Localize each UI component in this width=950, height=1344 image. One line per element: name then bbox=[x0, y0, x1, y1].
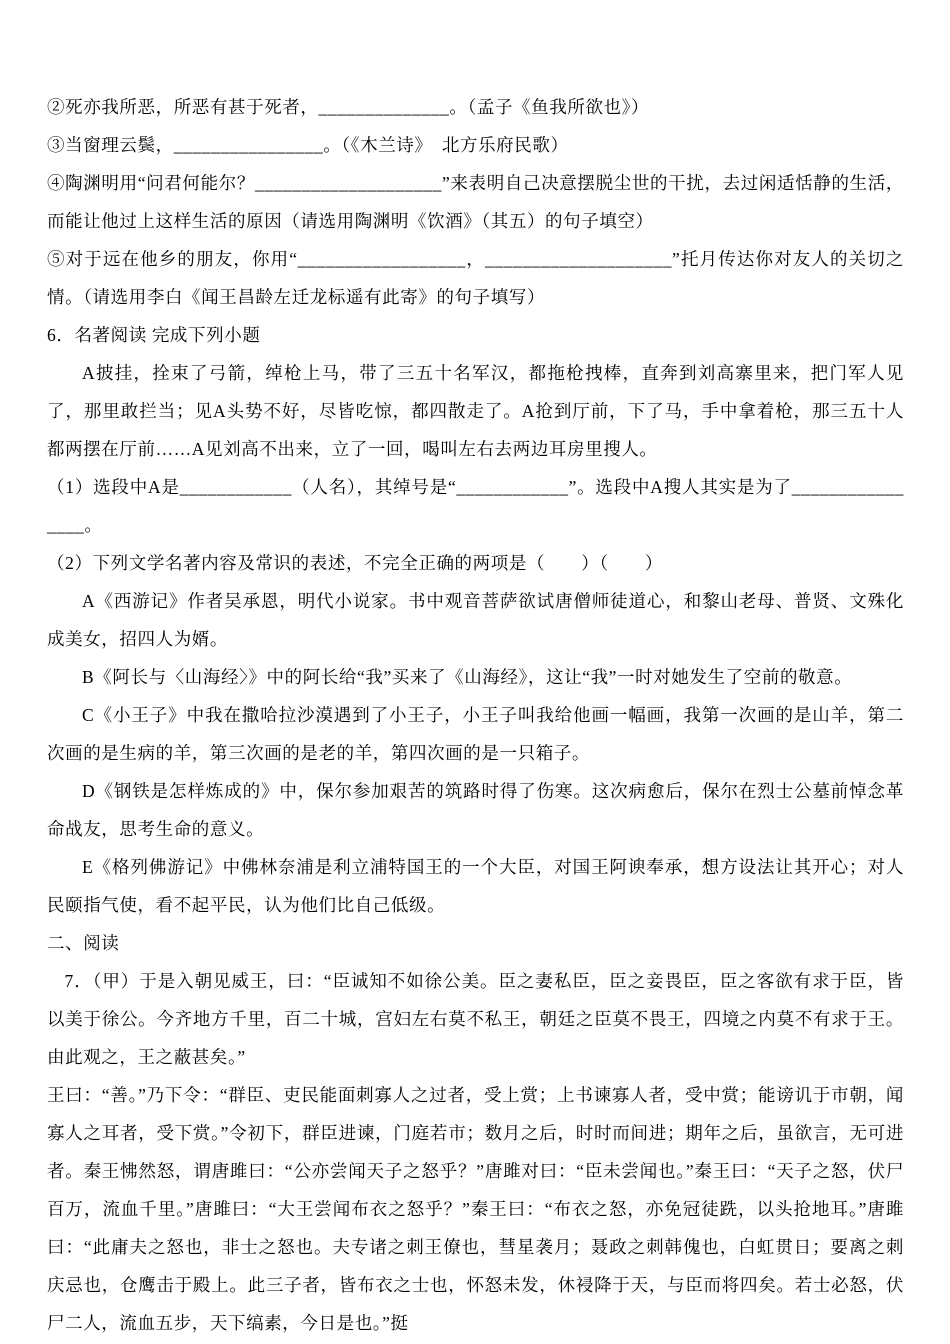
section-6-heading: 6．名著阅读 完成下列小题 bbox=[47, 325, 261, 345]
option-c: C《小王子》中我在撒哈拉沙漠遇到了小王子，小王子叫我给他画一幅画，我第一次画的是山羊，第二次画的是生病的羊，第三次画的是老的羊，第四次画的是一只箱子。 bbox=[47, 705, 904, 763]
option-d: D《钢铁是怎样炼成的》中，保尔参加艰苦的筑路时得了伤寒。这次病愈后，保尔在烈士公墓前悼念革命战友，思考生命的意义。 bbox=[47, 781, 904, 839]
fill-blank-question-4: ④陶渊明用“问君何能尔？____________________”来表明自己决意摆脱尘世的干扰，去过闲适恬静的生活，而能让他过上这样生活的原因（请选用陶渊明《饮酒》（其五）的句子填空） bbox=[47, 173, 904, 231]
fill-blank-question-2: ②死亦我所恶，所恶有甚于死者，______________。（孟子《鱼我所欲也》） bbox=[47, 97, 650, 117]
option-b: B《阿长与〈山海经〉》中的阿长给“我”买来了《山海经》，这让“我”一时对她发生了空前的敬意。 bbox=[82, 667, 853, 687]
section-2-reading-heading: 二、阅读 bbox=[47, 933, 120, 953]
question-6-2: （2）下列文学名著内容及常识的表述，不完全正确的两项是（ ）（ ） bbox=[47, 553, 663, 573]
classical-passage-continued: 王曰：“善。”乃下令：“群臣、吏民能面刺寡人之过者，受上赏；上书谏寡人者，受中赏；能谤讥于市朝，闻寡人之耳者，受下赏。”令初下，群臣进谏，门庭若市；数月之后，时时而间进；期年之后，虽欲言，无可进者。秦王怫然怒，谓唐雎曰：“公亦尝闻天子之怒乎？”唐雎对曰：“臣未尝闻也。”秦王曰：“天子之怒，伏尸百万，流血千里。”唐雎曰：“大王尝闻布衣之怒乎？”秦王曰：“布衣之怒，亦免冠徒跣，以头抢地耳。”唐雎曰：“此庸夫之怒也，非士之怒也。夫专诸之刺王僚也，彗星袭月；聂政之刺韩傀也，白虹贯日；要离之刺庆忌也，仓鹰击于殿上。此三子者，皆布衣之士也，怀怒未发，休祲降于天，与臣而将四矣。若士必怒，伏尸二人，流血五步，天下缟素，今日是也。”挺 bbox=[47, 1085, 904, 1333]
classical-passage-jia: 7．（甲）于是入朝见威王，曰：“臣诚知不如徐公美。臣之妻私臣，臣之妾畏臣，臣之客欲有求于臣，皆以美于徐公。今齐地方千里，百二十城，宫妇左右莫不私王，朝廷之臣莫不畏王，四境之内莫不有求于王。由此观之，王之蔽甚矣。” bbox=[47, 971, 904, 1067]
option-a: A《西游记》作者吴承恩，明代小说家。书中观音菩萨欲试唐僧师徒道心，和黎山老母、普贤、文殊化成美女，招四人为婿。 bbox=[47, 591, 904, 649]
question-6-1: （1）选段中A是____________（人名），其绰号是“____________”。选段中A搜人其实是为了________________。 bbox=[47, 477, 904, 535]
option-e: E《格列佛游记》中佛林奈浦是利立浦特国王的一个大臣，对国王阿谀奉承，想方设法让其开心；对人民颐指气使，看不起平民，认为他们比自己低级。 bbox=[47, 857, 904, 915]
novel-excerpt-passage: A披挂，拴束了弓箭，绰枪上马，带了三五十名军汉，都拖枪拽棒，直奔到刘高寨里来，把门军人见了，那里敢拦当；见A头势不好，尽皆吃惊，都四散走了。A抢到厅前，下了马，手中拿着枪，那三五十人都两摆在厅前……A见刘高不出来，立了一回，喝叫左右去两边耳房里搜人。 bbox=[47, 363, 904, 459]
fill-blank-question-5: ⑤对于远在他乡的朋友，你用“__________________，____________________”托月传达你对友人的关切之情。（请选用李白《闻王昌龄左迁龙标遥有此寄》的句子填写） bbox=[47, 249, 904, 307]
fill-blank-question-3: ③当窗理云鬓，________________。（《木兰诗》 北方乐府民歌） bbox=[47, 135, 569, 155]
